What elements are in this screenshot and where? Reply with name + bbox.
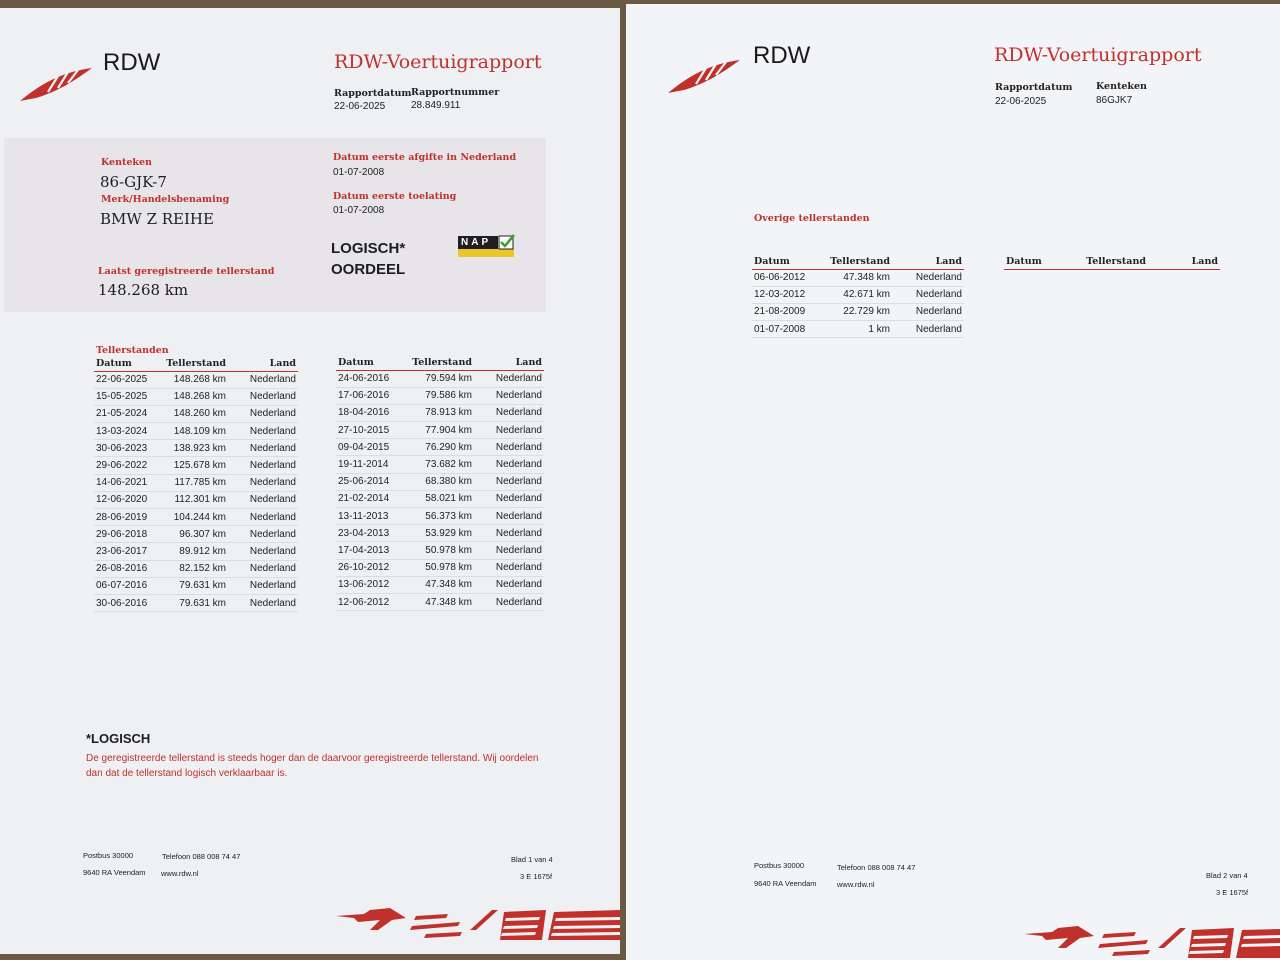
cell-tellerstand: 79.631 km xyxy=(156,577,228,594)
col-header-datum: Datum xyxy=(94,357,156,371)
cell-tellerstand: 73.682 km xyxy=(398,456,474,473)
verdict xyxy=(331,238,405,280)
table-row xyxy=(94,474,298,491)
report-date: 22-06-2025 xyxy=(995,96,1047,107)
table-row xyxy=(336,387,544,404)
report-page-2 xyxy=(626,4,1280,960)
readings-section-title: Tellerstanden xyxy=(96,345,169,356)
table-row xyxy=(94,526,298,543)
rdw-feather-logo-icon xyxy=(18,64,94,104)
table-row xyxy=(336,542,544,559)
table-row xyxy=(94,423,298,440)
cell-land: Nederland xyxy=(228,474,298,491)
footnote-body: De geregistreerde tellerstand is steeds hoger dan de daarvoor geregistreerde tellerstand. Wij oordelen dan dat de tellerstand logisch verklaarbaar is. xyxy=(86,753,539,779)
document-title: RDW-Voertuigrapport xyxy=(334,51,542,73)
table-row xyxy=(94,405,298,422)
cell-land: Nederland xyxy=(474,422,544,439)
col-header-tellerstand: Tellerstand xyxy=(398,356,474,370)
cell-land: Nederland xyxy=(474,559,544,576)
cell-datum: 12-06-2012 xyxy=(336,593,398,610)
cell-tellerstand: 125.678 km xyxy=(156,457,228,474)
cell-land: Nederland xyxy=(228,560,298,577)
cell-tellerstand: 1 km xyxy=(816,321,892,338)
col-header-land: Land xyxy=(1148,255,1220,269)
table-row xyxy=(752,286,964,303)
table-row xyxy=(336,576,544,593)
afgifte-value: 01-07-2008 xyxy=(333,167,385,178)
cell-datum: 12-03-2012 xyxy=(752,286,816,303)
cell-datum: 17-06-2016 xyxy=(336,387,398,404)
report-page-1 xyxy=(0,8,620,954)
cell-datum: 13-03-2024 xyxy=(94,423,156,440)
cell-land: Nederland xyxy=(892,321,964,338)
cell-land: Nederland xyxy=(474,404,544,421)
cell-tellerstand: 117.785 km xyxy=(156,474,228,491)
rdw-feather-logo-icon xyxy=(666,56,742,96)
cell-tellerstand: 47.348 km xyxy=(816,269,892,286)
table-row xyxy=(94,594,298,611)
footer-code: 3 E 1675f xyxy=(520,872,553,881)
col-header-land: Land xyxy=(228,357,298,371)
footer-phone: Telefoon 088 008 74 47 xyxy=(162,852,241,861)
col-header-datum: Datum xyxy=(752,255,816,269)
cell-land: Nederland xyxy=(474,456,544,473)
footnote-heading: *LOGISCH xyxy=(86,731,151,746)
last-reading-label: Laatst geregistreerde tellerstand xyxy=(98,266,275,277)
table-row xyxy=(94,440,298,457)
cell-land: Nederland xyxy=(474,576,544,593)
table-row xyxy=(336,525,544,542)
table-row xyxy=(336,559,544,576)
kenteken-value: 86GJK7 xyxy=(1096,95,1133,106)
readings-left-body xyxy=(94,371,298,612)
readings-table-left xyxy=(94,357,298,612)
cell-land: Nederland xyxy=(228,405,298,422)
cell-land: Nederland xyxy=(228,371,298,388)
cell-datum: 19-11-2014 xyxy=(336,456,398,473)
rdw-stripes-graphic-icon xyxy=(336,906,620,942)
footer-web: www.rdw.nl xyxy=(837,880,875,889)
table-row xyxy=(336,456,544,473)
table-row xyxy=(94,457,298,474)
cell-datum: 18-04-2016 xyxy=(336,404,398,421)
table-row xyxy=(336,473,544,490)
footer-code: 3 E 1675f xyxy=(1216,888,1249,897)
afgifte-label: Datum eerste afgifte in Nederland xyxy=(333,152,517,163)
cell-tellerstand: 78.913 km xyxy=(398,404,474,421)
nap-badge-text: NAP xyxy=(458,236,498,249)
rdw-stripes-graphic-icon xyxy=(1024,922,1280,958)
cell-tellerstand: 138.923 km xyxy=(156,440,228,457)
brand-name: RDW xyxy=(753,42,811,69)
cell-land: Nederland xyxy=(228,440,298,457)
cell-datum: 25-06-2014 xyxy=(336,473,398,490)
cell-land: Nederland xyxy=(228,577,298,594)
merk-label: Merk/Handelsbenaming xyxy=(101,194,230,205)
cell-datum: 17-04-2013 xyxy=(336,542,398,559)
cell-datum: 23-04-2013 xyxy=(336,525,398,542)
cell-tellerstand: 68.380 km xyxy=(398,473,474,490)
col-header-datum: Datum xyxy=(336,356,398,370)
report-date-label: Rapportdatum xyxy=(334,88,412,99)
readings-right-body xyxy=(336,370,544,611)
other-readings-body xyxy=(752,269,964,338)
toelating-label: Datum eerste toelating xyxy=(333,191,457,202)
table-row xyxy=(336,422,544,439)
cell-datum: 24-06-2016 xyxy=(336,370,398,387)
table-row xyxy=(94,388,298,405)
merk-value: BMW Z REIHE xyxy=(100,210,214,228)
footer-page-number: Blad 2 van 4 xyxy=(1206,871,1248,880)
cell-land: Nederland xyxy=(474,593,544,610)
cell-datum: 01-07-2008 xyxy=(752,321,816,338)
table-row xyxy=(94,509,298,526)
nap-yellow-bar xyxy=(458,249,514,257)
table-row xyxy=(336,404,544,421)
cell-land: Nederland xyxy=(228,388,298,405)
cell-land: Nederland xyxy=(474,387,544,404)
cell-tellerstand: 22.729 km xyxy=(816,303,892,320)
cell-datum: 06-06-2012 xyxy=(752,269,816,286)
readings-table-right xyxy=(336,356,544,611)
footer-postbus: Postbus 30000 xyxy=(83,851,134,860)
footer-phone: Telefoon 088 008 74 47 xyxy=(837,863,916,872)
table-row xyxy=(752,303,964,320)
cell-datum: 06-07-2016 xyxy=(94,577,156,594)
other-readings-table-empty xyxy=(1004,255,1220,270)
cell-tellerstand: 148.260 km xyxy=(156,405,228,422)
cell-datum: 27-10-2015 xyxy=(336,422,398,439)
table-row xyxy=(336,439,544,456)
cell-tellerstand: 96.307 km xyxy=(156,526,228,543)
cell-datum: 28-06-2019 xyxy=(94,509,156,526)
cell-datum: 09-04-2015 xyxy=(336,439,398,456)
table-row xyxy=(752,321,964,338)
cell-tellerstand: 148.109 km xyxy=(156,423,228,440)
cell-tellerstand: 79.631 km xyxy=(156,594,228,611)
cell-land: Nederland xyxy=(474,473,544,490)
col-header-land: Land xyxy=(474,356,544,370)
cell-datum: 30-06-2016 xyxy=(94,594,156,611)
col-header-datum: Datum xyxy=(1004,255,1068,269)
cell-datum: 15-05-2025 xyxy=(94,388,156,405)
table-row xyxy=(94,543,298,560)
last-reading-value: 148.268 km xyxy=(98,281,189,299)
cell-tellerstand: 79.594 km xyxy=(398,370,474,387)
cell-tellerstand: 50.978 km xyxy=(398,559,474,576)
table-row xyxy=(94,577,298,594)
col-header-tellerstand: Tellerstand xyxy=(816,255,892,269)
toelating-value: 01-07-2008 xyxy=(333,205,385,216)
footer-postbus: Postbus 30000 xyxy=(754,861,805,870)
cell-land: Nederland xyxy=(228,423,298,440)
cell-land: Nederland xyxy=(474,508,544,525)
cell-land: Nederland xyxy=(474,370,544,387)
cell-datum: 13-06-2012 xyxy=(336,576,398,593)
report-number: 28.849.911 xyxy=(411,100,461,111)
cell-land: Nederland xyxy=(474,490,544,507)
cell-tellerstand: 53.929 km xyxy=(398,525,474,542)
cell-datum: 23-06-2017 xyxy=(94,543,156,560)
cell-land: Nederland xyxy=(228,457,298,474)
footer-city: 9640 RA Veendam xyxy=(83,868,146,877)
cell-tellerstand: 42.671 km xyxy=(816,286,892,303)
cell-tellerstand: 47.348 km xyxy=(398,576,474,593)
cell-land: Nederland xyxy=(228,509,298,526)
cell-land: Nederland xyxy=(892,303,964,320)
report-date-label: Rapportdatum xyxy=(995,82,1073,93)
table-row xyxy=(336,508,544,525)
table-row xyxy=(94,491,298,508)
cell-datum: 29-06-2022 xyxy=(94,457,156,474)
cell-land: Nederland xyxy=(228,543,298,560)
cell-datum: 21-05-2024 xyxy=(94,405,156,422)
cell-datum: 22-06-2025 xyxy=(94,371,156,388)
cell-datum: 29-06-2018 xyxy=(94,526,156,543)
cell-datum: 30-06-2023 xyxy=(94,440,156,457)
kenteken-label: Kenteken xyxy=(1096,81,1147,92)
verdict-line-2: OORDEEL xyxy=(331,261,406,278)
col-header-tellerstand: Tellerstand xyxy=(1068,255,1148,269)
cell-tellerstand: 76.290 km xyxy=(398,439,474,456)
cell-tellerstand: 79.586 km xyxy=(398,387,474,404)
footer-page-number: Blad 1 van 4 xyxy=(511,855,553,864)
col-header-land: Land xyxy=(892,255,964,269)
table-row xyxy=(336,490,544,507)
cell-tellerstand: 77.904 km xyxy=(398,422,474,439)
cell-land: Nederland xyxy=(892,269,964,286)
table-row xyxy=(94,371,298,388)
cell-land: Nederland xyxy=(228,526,298,543)
cell-tellerstand: 58.021 km xyxy=(398,490,474,507)
other-readings-table xyxy=(752,255,964,338)
footer-city: 9640 RA Veendam xyxy=(754,879,817,888)
report-date: 22-06-2025 xyxy=(334,101,386,112)
document-title: RDW-Voertuigrapport xyxy=(994,44,1202,66)
kenteken-value: 86-GJK-7 xyxy=(100,173,167,191)
kenteken-label: Kenteken xyxy=(101,157,152,168)
brand-name: RDW xyxy=(103,49,161,76)
cell-tellerstand: 104.244 km xyxy=(156,509,228,526)
cell-datum: 26-08-2016 xyxy=(94,560,156,577)
table-row xyxy=(94,560,298,577)
verdict-line-1: LOGISCH* xyxy=(331,240,406,257)
col-header-tellerstand: Tellerstand xyxy=(156,357,228,371)
cell-tellerstand: 148.268 km xyxy=(156,371,228,388)
cell-datum: 13-11-2013 xyxy=(336,508,398,525)
cell-land: Nederland xyxy=(228,491,298,508)
table-row xyxy=(752,269,964,286)
cell-tellerstand: 56.373 km xyxy=(398,508,474,525)
other-readings-title: Overige tellerstanden xyxy=(754,213,870,224)
table-row xyxy=(336,593,544,610)
cell-datum: 12-06-2020 xyxy=(94,491,156,508)
cell-land: Nederland xyxy=(228,594,298,611)
report-number-label: Rapportnummer xyxy=(411,87,500,98)
cell-tellerstand: 47.348 km xyxy=(398,593,474,610)
vehicle-info-box xyxy=(4,138,546,312)
cell-tellerstand: 50.978 km xyxy=(398,542,474,559)
check-icon xyxy=(498,234,516,250)
cell-tellerstand: 112.301 km xyxy=(156,491,228,508)
cell-tellerstand: 82.152 km xyxy=(156,560,228,577)
cell-land: Nederland xyxy=(474,542,544,559)
table-row xyxy=(336,370,544,387)
cell-tellerstand: 89.912 km xyxy=(156,543,228,560)
cell-datum: 21-02-2014 xyxy=(336,490,398,507)
nap-badge xyxy=(458,236,516,262)
cell-datum: 26-10-2012 xyxy=(336,559,398,576)
cell-land: Nederland xyxy=(892,286,964,303)
footer-web: www.rdw.nl xyxy=(161,869,199,878)
cell-land: Nederland xyxy=(474,439,544,456)
cell-datum: 21-08-2009 xyxy=(752,303,816,320)
cell-land: Nederland xyxy=(474,525,544,542)
cell-tellerstand: 148.268 km xyxy=(156,388,228,405)
cell-datum: 14-06-2021 xyxy=(94,474,156,491)
